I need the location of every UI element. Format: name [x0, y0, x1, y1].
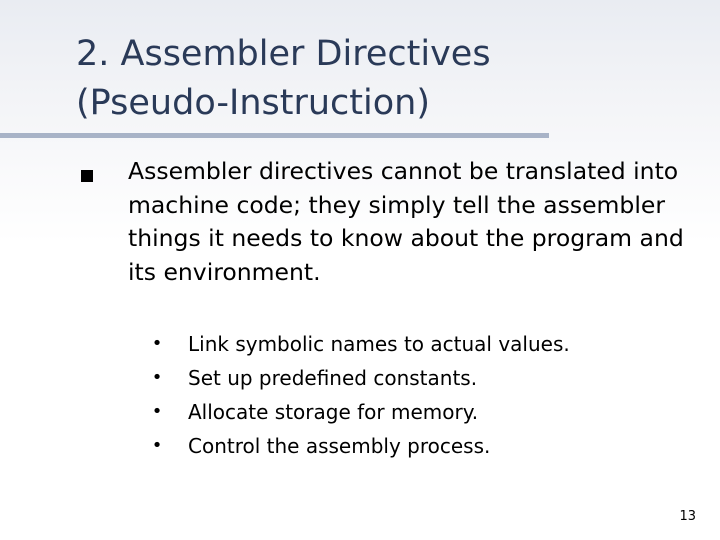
dot-bullet-icon: • [151, 367, 163, 388]
slide-title: 2. Assembler Directives (Pseudo-Instruction) [76, 34, 491, 123]
sub-bullet-text: Link symbolic names to actual values. [188, 332, 570, 356]
main-bullet-text: Assembler directives cannot be translated into machine code; they simply tell the assembler things it needs to know about the program and its environment. [128, 157, 684, 286]
dot-bullet-icon: • [151, 401, 163, 422]
page-number: 13 [679, 509, 696, 524]
sub-bullet-text: Set up predefined constants. [188, 366, 478, 390]
dot-bullet-icon: • [151, 435, 163, 456]
title-underline [0, 133, 549, 138]
sub-bullet-text: Allocate storage for memory. [188, 400, 479, 424]
square-bullet-icon [81, 170, 93, 182]
dot-bullet-icon: • [151, 333, 163, 354]
sub-bullet-text: Control the assembly process. [188, 434, 491, 458]
